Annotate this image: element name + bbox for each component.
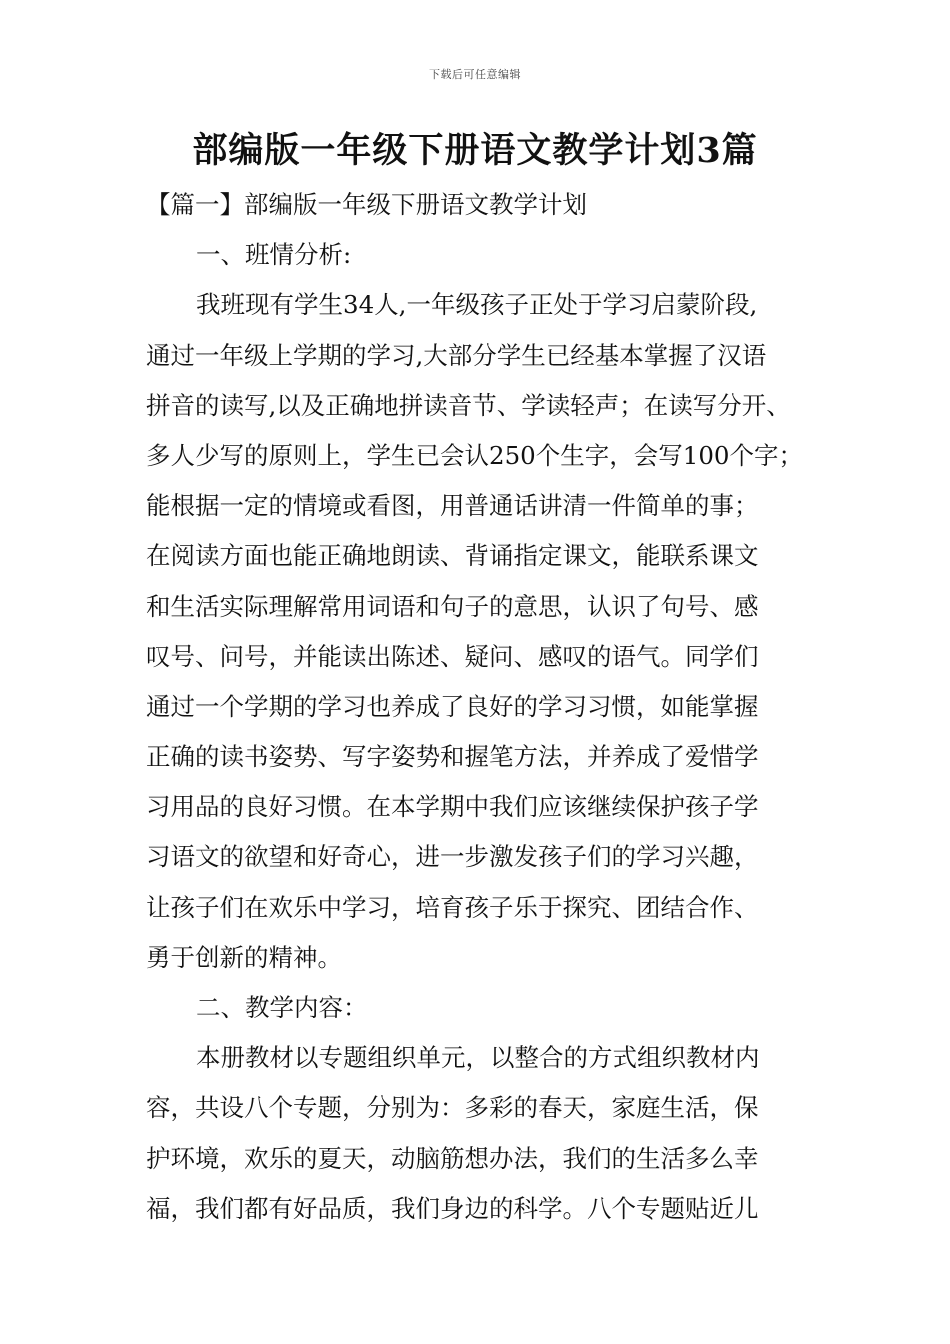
text-line: 通过一年级上学期的学习,大部分学生已经基本掌握了汉语 [146, 340, 767, 370]
text-line: 本册教材以专题组织单元，以整合的方式组织教材内 [196, 1043, 760, 1073]
text-line: 我班现有学生34人,一年级孩子正处于学习启蒙阶段, [196, 290, 758, 320]
text-line: 通过一个学期的学习也养成了良好的学习习惯，如能掌握 [146, 691, 759, 721]
text-line: 拼音的读写,以及正确地拼读音节、学读轻声；在读写分开、 [146, 390, 791, 420]
text-line: 容，共设八个专题，分别为：多彩的春天，家庭生活，保 [146, 1093, 759, 1123]
text-line: 能根据一定的情境或看图，用普通话讲清一件简单的事； [146, 491, 759, 521]
document-body [146, 180, 816, 1234]
text-line: 叹号、问号，并能读出陈述、疑问、感叹的语气。同学们 [146, 641, 759, 671]
header-note: 下载后可任意编辑 [429, 68, 521, 81]
text-line: 多人少写的原则上，学生已会认250个生字，会写100个字； [146, 440, 804, 470]
text-line: 二、教学内容： [196, 993, 368, 1022]
text-line: 一、班情分析: [196, 240, 352, 270]
text-line: 习语文的欲望和好奇心，进一步激发孩子们的学习兴趣， [146, 842, 759, 872]
text-line: 习用品的良好习惯。在本学期中我们应该继续保护孩子学 [146, 792, 759, 822]
text-line: 在阅读方面也能正确地朗读、背诵指定课文，能联系课文 [146, 541, 759, 571]
text-line: 勇于创新的精神。 [146, 942, 342, 972]
text-line: 护环境，欢乐的夏天，动脑筋想办法，我们的生活多么幸 [146, 1143, 759, 1173]
text-line: 让孩子们在欢乐中学习，培育孩子乐于探究、团结合作、 [146, 892, 759, 922]
text-line: 福，我们都有好品质，我们身边的科学。八个专题贴近儿 [146, 1193, 759, 1223]
text-line: 正确的读书姿势、写字姿势和握笔方法，并养成了爱惜学 [146, 742, 759, 772]
text-line: 和生活实际理解常用词语和句子的意思，认识了句号、感 [146, 591, 759, 621]
document-title: 部编版一年级下册语文教学计划3篇 [192, 130, 758, 171]
text-line: 【篇一】部编版一年级下册语文教学计划 [146, 190, 587, 219]
